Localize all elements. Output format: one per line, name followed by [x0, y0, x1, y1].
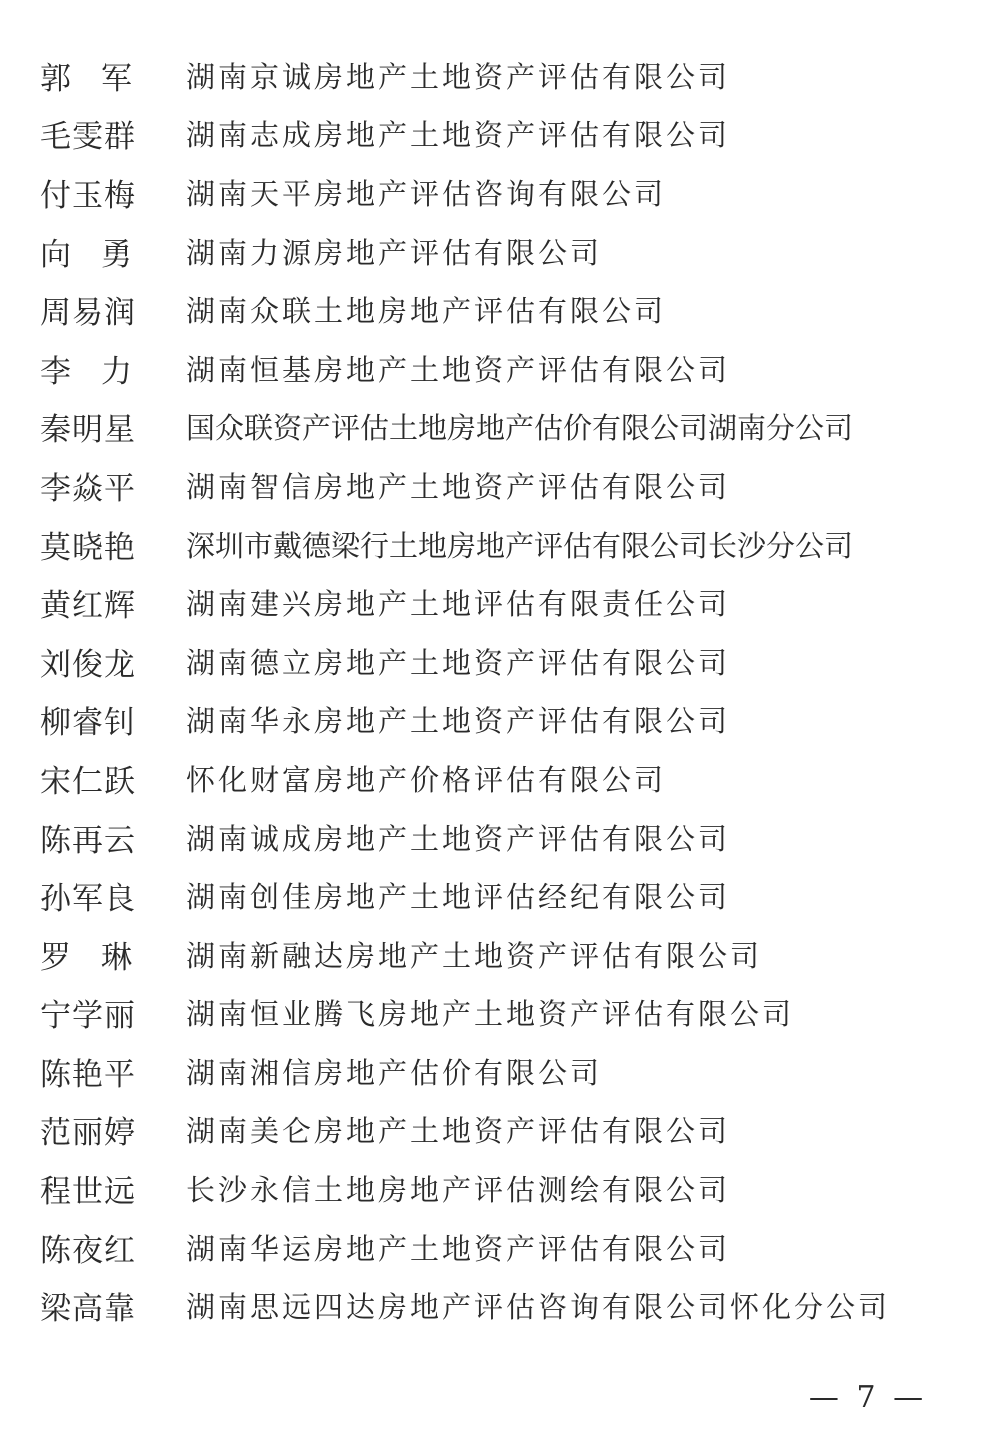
company-name: 湖南诚成房地产土地资产评估有限公司	[186, 821, 731, 856]
company-name: 湖南思远四达房地产评估咨询有限公司怀化分公司	[186, 1290, 891, 1325]
list-item	[40, 280, 980, 339]
list-item	[40, 691, 980, 750]
list-item	[40, 398, 980, 457]
list-item	[40, 1042, 980, 1101]
person-name: 宋仁跃	[40, 763, 136, 800]
list-item	[40, 456, 980, 515]
list-item	[40, 1101, 980, 1160]
company-name: 深圳市戴德梁行土地房地产评估有限公司长沙分公司	[186, 528, 854, 563]
list-item	[40, 1218, 980, 1277]
page-number: — 7 —	[808, 1380, 928, 1415]
company-name: 国众联资产评估土地房地产估价有限公司湖南分公司	[186, 411, 854, 446]
list-item	[40, 46, 980, 105]
company-name: 湖南华运房地产土地资产评估有限公司	[186, 1231, 731, 1266]
company-name: 湖南志成房地产土地资产评估有限公司	[186, 118, 731, 153]
person-name: 周易润	[40, 295, 136, 332]
person-name: 范丽婷	[40, 1115, 136, 1152]
list-item	[40, 808, 980, 867]
person-name: 陈再云	[40, 822, 136, 859]
person-name: 付玉梅	[40, 177, 136, 214]
company-name: 湖南力源房地产评估有限公司	[186, 235, 603, 270]
person-name: 程世远	[40, 1174, 136, 1211]
list-item	[40, 163, 980, 222]
company-name: 长沙永信土地房地产评估测绘有限公司	[186, 1173, 731, 1208]
list-item	[40, 1276, 980, 1335]
list-item	[40, 222, 980, 281]
company-name: 湖南华永房地产土地资产评估有限公司	[186, 704, 731, 739]
person-name: 李焱平	[40, 470, 136, 507]
company-name: 湖南天平房地产评估咨询有限公司	[186, 176, 667, 211]
company-name: 湖南众联土地房地产评估有限公司	[186, 294, 667, 329]
person-name: 梁高靠	[40, 1291, 136, 1328]
company-name: 湖南德立房地产土地资产评估有限公司	[186, 645, 731, 680]
person-name: 陈艳平	[40, 1056, 136, 1093]
person-name: 刘俊龙	[40, 646, 136, 683]
person-name: 罗琳	[40, 939, 162, 976]
list-item	[40, 105, 980, 164]
list-item	[40, 984, 980, 1043]
company-name: 湖南创佳房地产土地评估经纪有限公司	[186, 880, 731, 915]
company-name: 湖南京诚房地产土地资产评估有限公司	[186, 59, 731, 94]
list-item	[40, 632, 980, 691]
person-name: 秦明星	[40, 412, 136, 449]
person-name: 黄红辉	[40, 588, 136, 625]
person-name: 李力	[40, 353, 162, 390]
person-name: 孙军良	[40, 881, 136, 918]
company-name: 怀化财富房地产价格评估有限公司	[186, 762, 667, 797]
person-name: 莫晓艳	[40, 529, 136, 566]
person-name: 郭军	[40, 60, 162, 97]
list-item	[40, 925, 980, 984]
person-name: 宁学丽	[40, 998, 136, 1035]
company-name: 湖南美仑房地产土地资产评估有限公司	[186, 1114, 731, 1149]
name-company-list	[40, 46, 980, 1335]
list-item	[40, 573, 980, 632]
company-name: 湖南建兴房地产土地评估有限责任公司	[186, 587, 731, 622]
company-name: 湖南恒业腾飞房地产土地资产评估有限公司	[186, 997, 795, 1032]
company-name: 湖南新融达房地产土地资产评估有限公司	[186, 938, 763, 973]
list-item	[40, 866, 980, 925]
person-name: 柳睿钊	[40, 705, 136, 742]
list-item	[40, 1159, 980, 1218]
person-name: 向勇	[40, 236, 162, 273]
list-item	[40, 339, 980, 398]
list-item	[40, 515, 980, 574]
list-item	[40, 749, 980, 808]
company-name: 湖南恒基房地产土地资产评估有限公司	[186, 352, 731, 387]
person-name: 陈夜红	[40, 1232, 136, 1269]
company-name: 湖南智信房地产土地资产评估有限公司	[186, 469, 731, 504]
person-name: 毛雯群	[40, 119, 136, 156]
company-name: 湖南湘信房地产估价有限公司	[186, 1055, 603, 1090]
